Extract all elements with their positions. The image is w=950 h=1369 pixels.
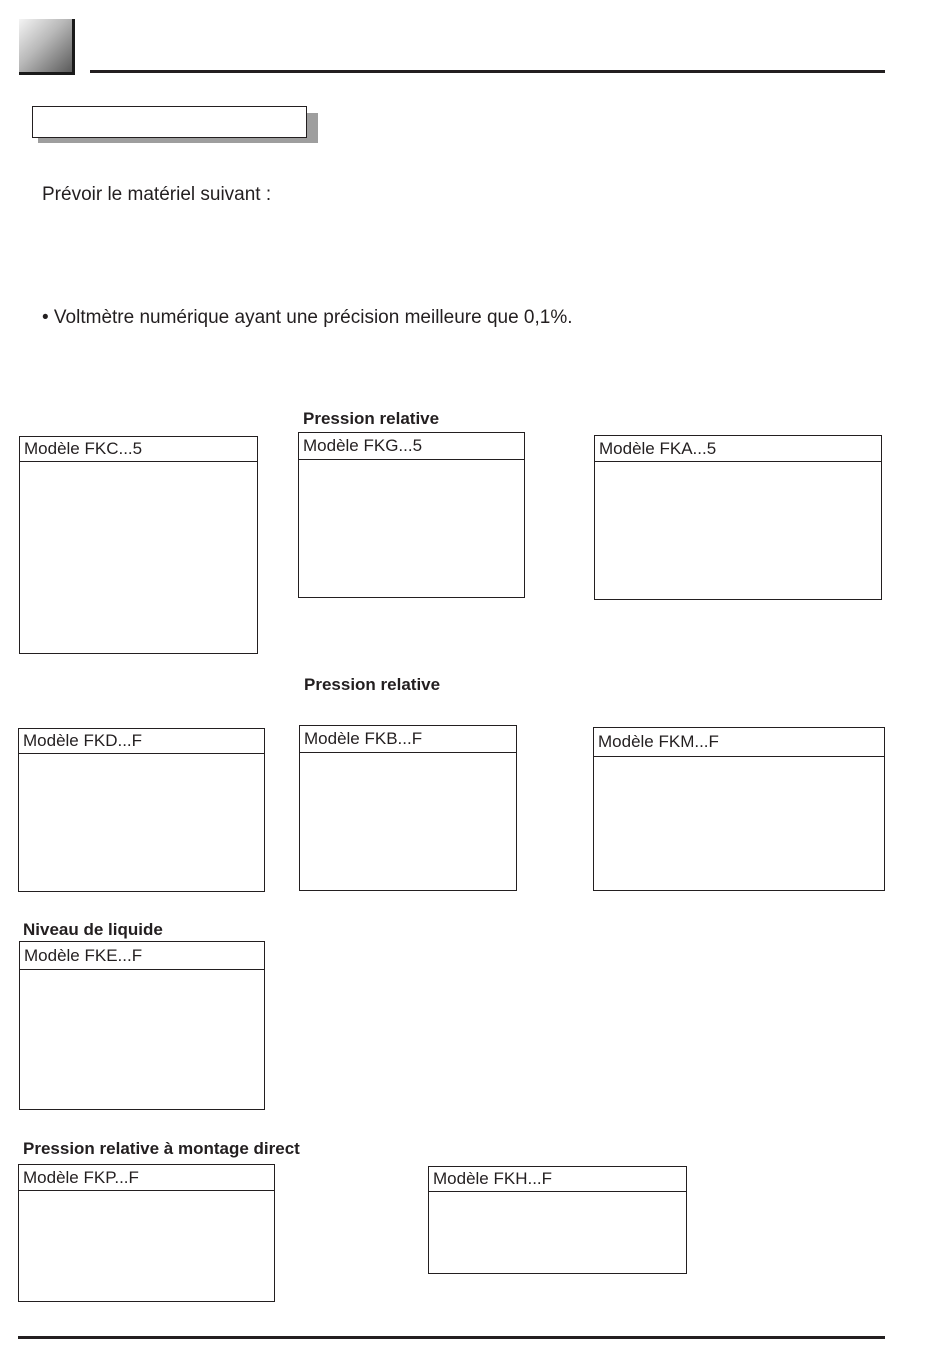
voltmeter-text: • Voltmètre numérique ayant une précision meilleure que 0,1%. bbox=[42, 307, 573, 328]
model-label-fka: Modèle FKA...5 bbox=[595, 436, 881, 462]
model-label-fkb: Modèle FKB...F bbox=[300, 726, 516, 753]
model-label-fkg: Modèle FKG...5 bbox=[299, 433, 524, 460]
model-box-fkg bbox=[298, 432, 525, 598]
section-heading-gauge-pressure-2: Pression relative bbox=[304, 675, 441, 694]
model-label-fkp: Modèle FKP...F bbox=[19, 1165, 274, 1191]
model-label-fke: Modèle FKE...F bbox=[20, 942, 264, 970]
model-label-fkc: Modèle FKC...5 bbox=[20, 437, 257, 462]
model-label-fkh: Modèle FKH...F bbox=[429, 1167, 686, 1192]
model-box-fkh bbox=[428, 1166, 687, 1274]
model-box-fkp bbox=[18, 1164, 275, 1302]
section-heading-direct-mount: Pression relative à montage direct bbox=[23, 1139, 300, 1158]
section-heading-liquid-level: Niveau de liquide bbox=[23, 920, 163, 939]
model-box-fkm bbox=[593, 727, 885, 891]
model-box-fka bbox=[594, 435, 882, 600]
header-rule bbox=[90, 70, 885, 73]
model-box-fkc bbox=[19, 436, 258, 654]
model-box-fke bbox=[19, 941, 265, 1110]
chapter-marker bbox=[19, 19, 75, 75]
model-label-fkd: Modèle FKD...F bbox=[19, 729, 264, 754]
footer-rule bbox=[18, 1336, 885, 1339]
model-box-fkd bbox=[18, 728, 265, 892]
equipment-text: Prévoir le matériel suivant : bbox=[42, 184, 272, 205]
section-heading-gauge-pressure-1: Pression relative bbox=[303, 409, 440, 428]
section-title-box bbox=[32, 106, 307, 138]
model-box-fkb bbox=[299, 725, 517, 891]
model-label-fkm: Modèle FKM...F bbox=[594, 728, 884, 757]
